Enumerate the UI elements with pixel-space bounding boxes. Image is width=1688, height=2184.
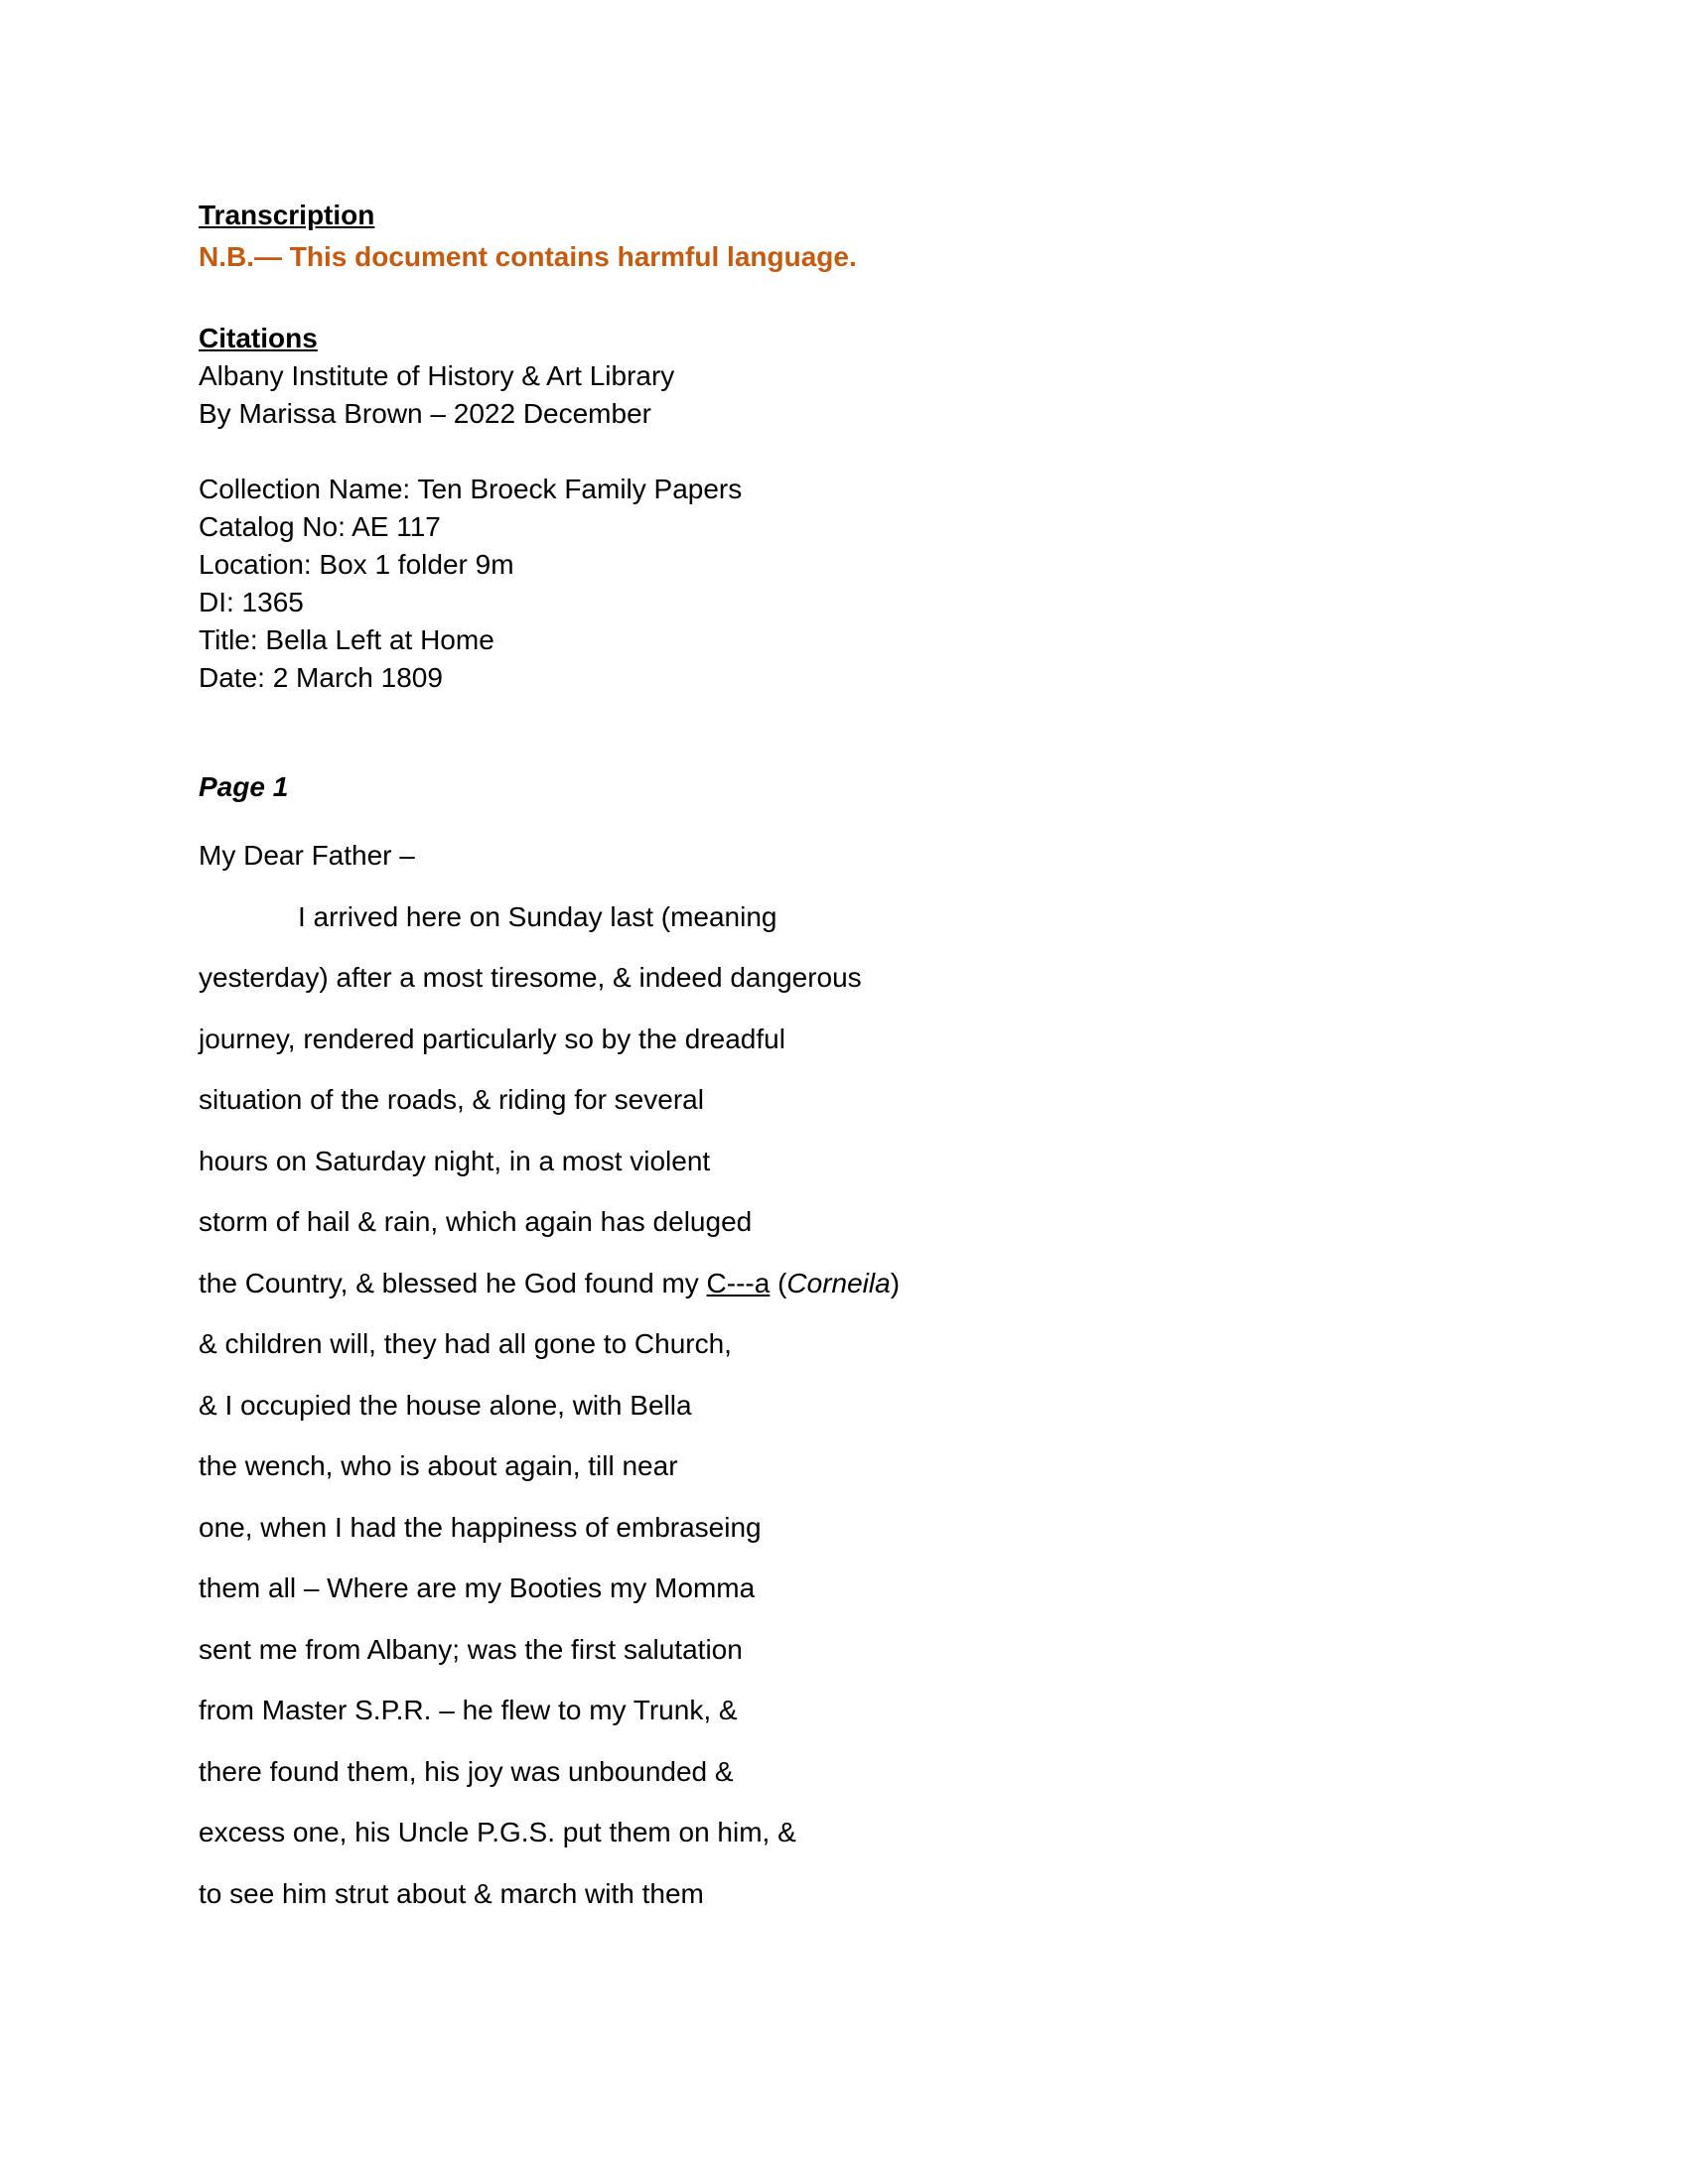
letter-line: sent me from Albany; was the first salutation (199, 1633, 743, 1665)
letter-line: I arrived here on Sunday last (meaning (298, 900, 777, 932)
letter-text-segment: ( (770, 1267, 787, 1298)
citation-byline: By Marissa Brown – 2022 December (199, 398, 651, 429)
letter-line: one, when I had the happiness of embraseing (199, 1511, 762, 1543)
letter-line: them all – Where are my Booties my Momma (199, 1572, 756, 1603)
citation-metadata-block (199, 471, 1569, 697)
citations-section (199, 320, 1569, 697)
citation-location: Location: Box 1 folder 9m (199, 549, 514, 580)
letter-text-segment: the Country, & blessed he God found my (199, 1267, 707, 1298)
letter-line: situation of the roads, & riding for several (199, 1084, 704, 1115)
letter-line: excess one, his Uncle P.G.S. put them on him, & (199, 1817, 796, 1847)
expanded-name-text: Corneila (786, 1267, 891, 1298)
citation-catalog-no: Catalog No: AE 117 (199, 511, 441, 542)
letter-line: & children will, they had all gone to Church, (199, 1328, 732, 1359)
letter-line: there found them, his joy was unbounded & (199, 1755, 734, 1787)
transcript-page-heading: Page 1 (199, 771, 289, 802)
citation-date: Date: 2 March 1809 (199, 662, 443, 693)
letter-line: yesterday) after a most tiresome, & indeed dangerous (199, 962, 862, 993)
letter-line: hours on Saturday night, in a most violent (199, 1145, 711, 1176)
letter-line: to see him strut about & march with them (199, 1877, 704, 1909)
citation-collection-name: Collection Name: Ten Broeck Family Papers (199, 474, 743, 504)
letter-line: storm of hail & rain, which again has deluged (199, 1206, 753, 1237)
citations-heading: Citations (199, 323, 318, 353)
citation-library-line: Albany Institute of History & Art Library (199, 360, 675, 391)
letter-salutation: My Dear Father – (199, 840, 415, 871)
harmful-language-notice: N.B.— This document contains harmful language. (199, 241, 857, 272)
redacted-name-text: C---a (706, 1267, 771, 1298)
citation-title: Title: Bella Left at Home (199, 624, 494, 655)
letter-line-with-redaction (199, 1253, 1569, 1314)
letter-line: & I occupied the house alone, with Bella (199, 1389, 692, 1421)
citation-di: DI: 1365 (199, 587, 304, 617)
letter-text-segment: ) (890, 1267, 901, 1298)
letter-line: journey, rendered particularly so by the dreadful (199, 1023, 785, 1054)
letter-line: the wench, who is about again, till near (199, 1450, 678, 1481)
page-title: Transcription (199, 200, 375, 230)
letter-transcript (199, 825, 1569, 1924)
letter-line: from Master S.P.R. – he flew to my Trunk, & (199, 1695, 738, 1725)
